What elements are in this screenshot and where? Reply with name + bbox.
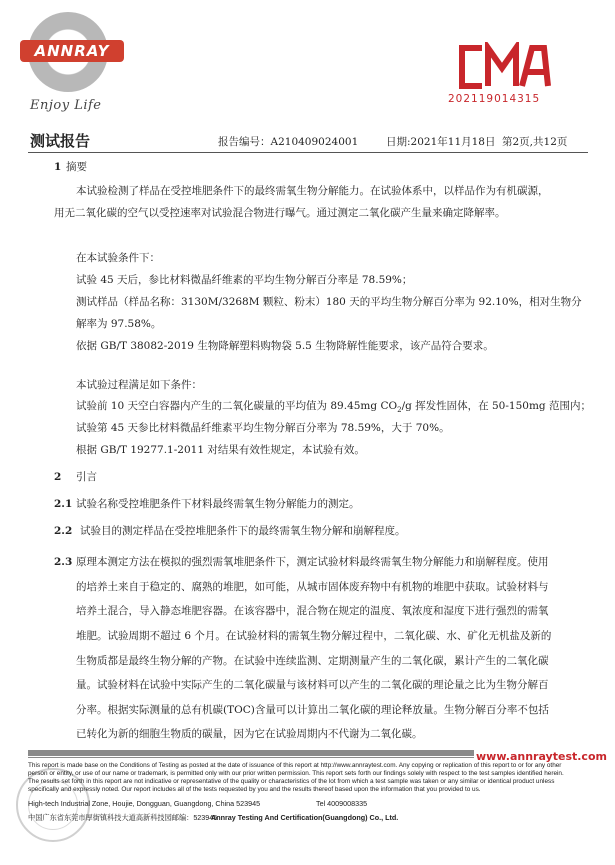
section-2-heading: 引言	[76, 471, 97, 483]
disclaimer-line: specifically and expressly noted. Our report includes all of the tests requested by you and the results thereof based upon the information that you provided to us.	[28, 786, 481, 793]
section-1-number: 1	[54, 161, 62, 173]
validity-line: 根据 GB/T 19277.1-2011 对结果有效性规定，本试验有效。	[76, 444, 365, 456]
page-title: 测试报告	[30, 132, 91, 150]
company-name: Annray Testing And Certification(Guangdong) Co., Ltd.	[211, 813, 399, 822]
page-indicator: 第2页,共12页	[502, 136, 568, 148]
disclaimer-line: The results set forth in this report are not indicative or representative of the quality or characteristics of the lot from which a test sample was taken or any similar or identical product unless	[28, 778, 555, 785]
logo-brand: ANNRAY	[20, 40, 124, 62]
section-2-3-number: 2.3	[54, 556, 73, 568]
section-2-3-line: 生物质都是最终生物分解的产物。在试验中连续监测、定期测量产生的二氧化碳，累计产生的二氧化碳	[76, 655, 549, 667]
section-2-1-number: 2.1	[54, 498, 73, 510]
section-2-3-line: 原理本测定方法在模拟的强烈需氧堆肥条件下，测定试验材料最终需氧生物分解能力和崩解程度。使用	[76, 556, 549, 568]
section-2-3-line: 的培养土来自于稳定的、腐熟的堆肥，如可能，从城市固体废弃物中有机物的堆肥中获取。试验材料与	[76, 581, 549, 593]
conditions-line: 解率为 97.58%。	[76, 318, 162, 330]
disclaimer-line: This report is made base on the Conditions of Testing as posted at the date of issuance of this report at http://www.annraytest.com. Any copying or replication of this report to or for any other	[28, 762, 562, 769]
conditions-line: 依据 GB/T 38082-2019 生物降解塑料购物袋 5.5 生物降解性能要求，该产品符合要求。	[76, 340, 494, 352]
section-2-1-text: 试验名称受控堆肥条件下材料最终需氧生物分解能力的测定。	[76, 498, 360, 510]
cma-number: 202119014315	[448, 93, 541, 105]
conditions-heading: 在本试验条件下：	[76, 252, 160, 264]
disclaimer-line: person or entity, or use of our name or trademark, is permitted only with our prior written permission. This report sets forth our findings solely with respect to the test samples identified herein.	[28, 770, 564, 777]
report-number: 报告编号：A210409024001	[218, 136, 359, 148]
section-2-3-line: 培养土混合，导入静态堆肥容器。在该容器中，混合物在规定的温度、氧浓度和湿度下进行强烈的需氧	[76, 605, 549, 617]
conditions-line: 测试样品（样品名称：3130M/3268M 颗粒、粉末）180 天的平均生物分解百分率为 92.10%，相对生物分	[76, 296, 582, 308]
report-date: 日期:2021年11月18日	[386, 136, 496, 148]
summary-line: 用无二氧化碳的空气以受控速率对试验混合物进行曝气。通过测定二氧化碳产生量来确定降解率。	[54, 207, 506, 219]
validity-line: 试验第 45 天参比材料微晶纤维素平均生物分解百分率为 78.59%，大于 70%。	[76, 422, 450, 434]
validity-heading: 本试验过程满足如下条件：	[76, 379, 202, 391]
section-1-heading: 摘要	[66, 161, 87, 173]
section-2-3-line: 堆肥。试验周期不超过 6 个月。在试验材料的需氧生物分解过程中，二氧化碳、水、矿化无机盐及新的	[76, 630, 552, 642]
address-cn: 中国广东省东莞市厚街镇科技大道高新科技园邮编：523945	[28, 813, 218, 822]
header-divider	[28, 152, 588, 153]
section-2-number: 2	[54, 471, 62, 483]
section-2-3-line: 量。试验材料在试验中实际产生的二氧化碳量与该材料可以产生的二氧化碳的理论量之比为生物分解百	[76, 679, 549, 691]
footer-url: www.annraytest.com	[476, 750, 607, 763]
summary-line: 本试验检测了样品在受控堆肥条件下的最终需氧生物分解能力。在试验体系中，以样品作为有机碳源，	[76, 185, 549, 197]
cma-logo-icon	[452, 42, 552, 92]
logo-tagline: Enjoy Life	[30, 98, 102, 113]
validity-line: 试验前 10 天空白容器内产生的二氧化碳量的平均值为 89.45mg $CO_2/g$ 挥发性固体，在 50-150mg 范围内；	[76, 400, 591, 415]
section-2-2-number: 2.2	[54, 525, 73, 537]
section-2-3-line: 分率。根据实际测量的总有机碳(TOC)含量可以计算出二氧化碳的理论释放量。生物分解百分率不包括	[76, 704, 549, 716]
section-2-3-line: 已转化为新的细胞生物质的碳量，因为它在试验周期内不代谢为二氧化碳。	[76, 728, 423, 740]
conditions-line: 试验 45 天后，参比材料微晶纤维素的平均生物分解百分率是 78.59%；	[76, 274, 413, 286]
telephone: Tel 4009008335	[316, 799, 368, 808]
section-2-2-text: 试验目的测定样品在受控堆肥条件下的最终需氧生物分解和崩解程度。	[80, 525, 406, 537]
address-en: High-tech Industrial Zone, Houjie, Dongguan, Guangdong, China 523945	[28, 799, 261, 808]
